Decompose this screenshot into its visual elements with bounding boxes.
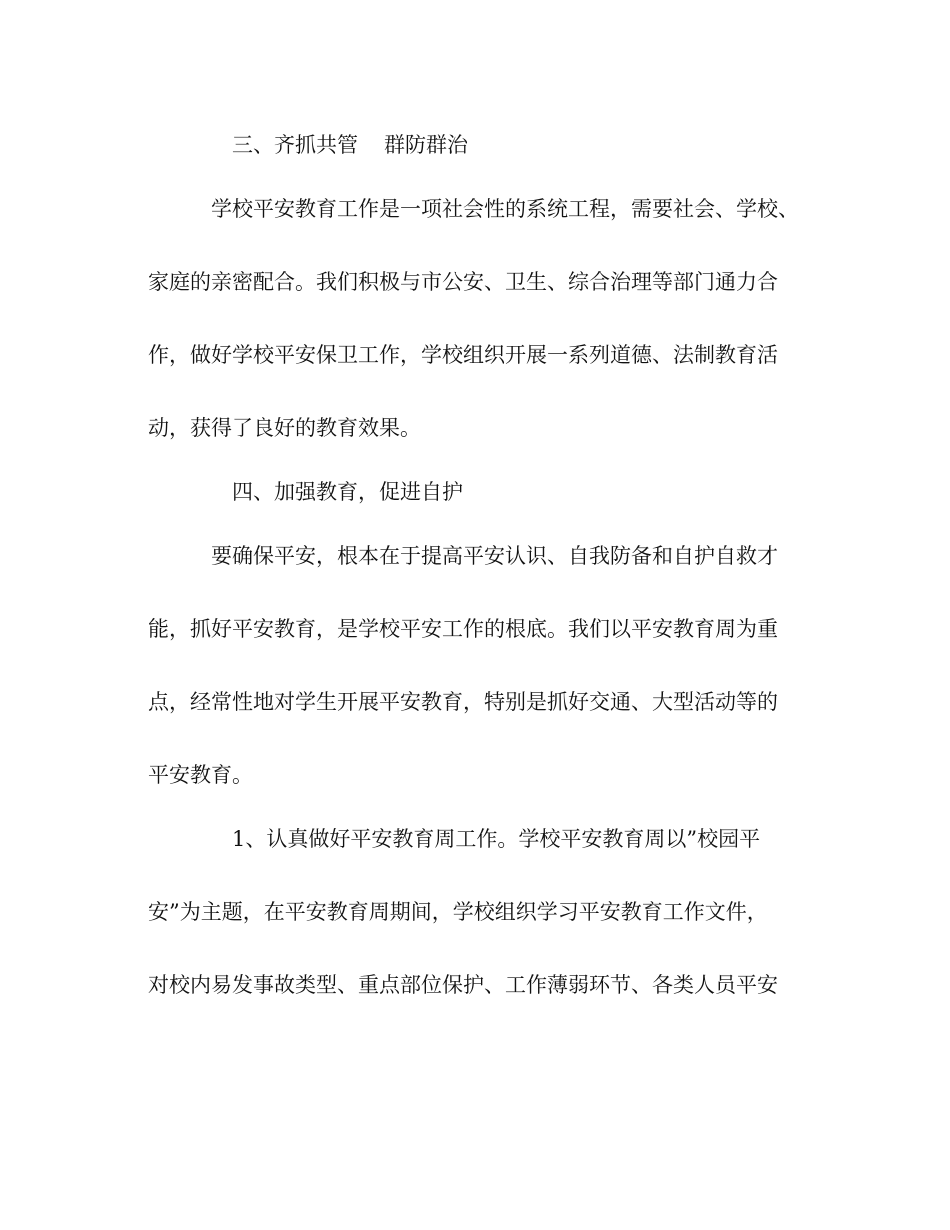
paragraph-line: 学校平安教育工作是一项社会性的系统工程，需要社会、学校、	[211, 197, 799, 221]
paragraph-line: 家庭的亲密配合。我们积极与市公安、卫生、综合治理等部门通力合	[148, 270, 778, 294]
heading-3-part1: 三、齐抓共管	[232, 133, 358, 157]
paragraph-line: 点，经常性地对学生开展平安教育，特别是抓好交通、大型活动等的	[148, 690, 778, 714]
document-body	[148, 128, 803, 1041]
list-item-line: 安”为主题，在平安教育周期间，学校组织学习平安教育工作文件，	[148, 900, 768, 924]
paragraph-line: 能，抓好平安教育，是学校平安工作的根底。我们以平安教育周为重	[148, 617, 778, 641]
paragraph-line: 作，做好学校平安保卫工作，学校组织开展一系列道德、法制教育活	[148, 343, 778, 367]
paragraph-line: 动，获得了良好的教育效果。	[148, 416, 421, 440]
list-item-line: 对校内易发事故类型、重点部位保护、工作薄弱环节、各类人员平安	[148, 973, 778, 997]
paragraph-line: 要确保平安，根本在于提高平安认识、自我防备和自护自救才	[211, 544, 778, 568]
paragraph-line: 平安教育。	[148, 763, 253, 787]
list-item-line: 1、认真做好平安教育周工作。学校平安教育周以”校园平	[232, 827, 761, 851]
section-heading-4: 四、加强教育，促进自护	[232, 480, 463, 504]
section-heading-3	[148, 128, 803, 192]
heading-3-part2: 群防群治	[384, 133, 468, 157]
